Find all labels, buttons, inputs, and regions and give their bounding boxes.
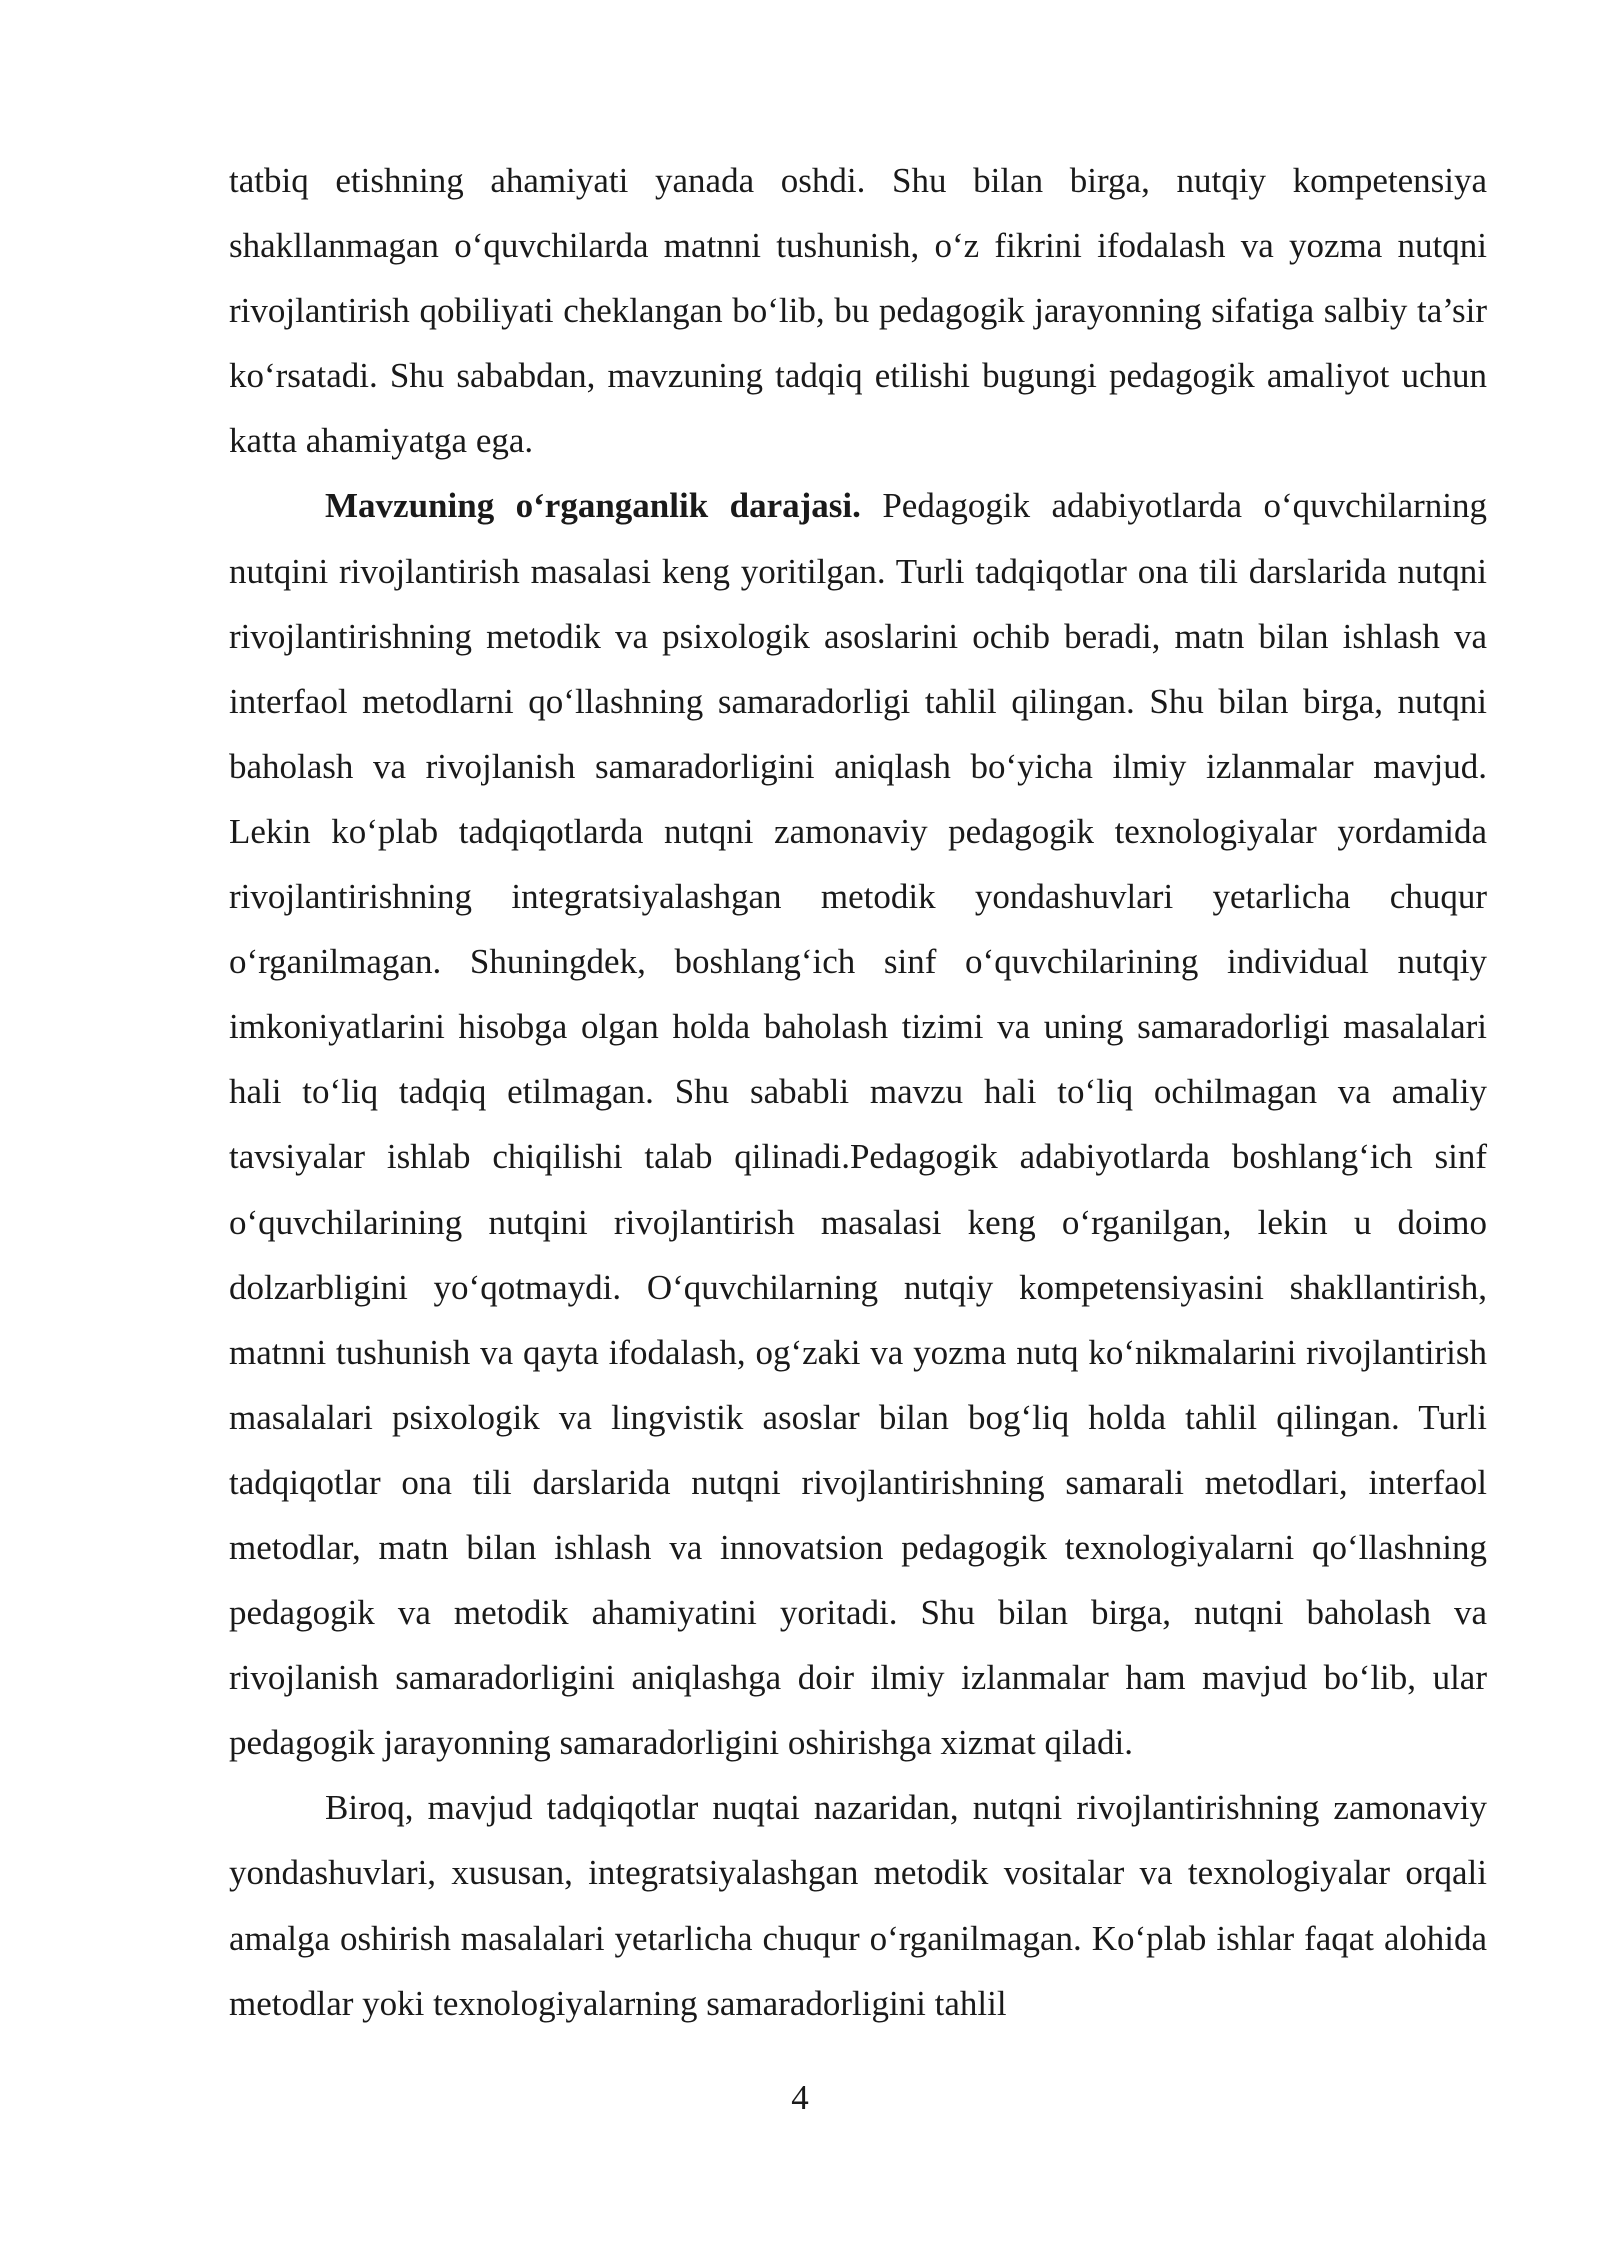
- document-body: [229, 148, 1487, 2036]
- paragraph-continuation: tatbiq etishning ahamiyati yanada oshdi. Shu bilan birga, nutqiy kompetensiya shakllanmagan o‘quvchilarda matnni tushunish, o‘z fikrini ifodalash va yozma nutqni rivojlantirish qobiliyati cheklangan bo‘lib, bu pedagogik jarayonning sifatiga salbiy ta’sir ko‘rsatadi. Shu sababdan, mavzuning tadqiq etilishi bugungi pedagogik amaliyot uchun katta ahamiyatga ega.: [229, 161, 1487, 461]
- page-number: 4: [791, 2078, 809, 2117]
- paragraph-literature-review: [229, 473, 1487, 1775]
- paragraph-literature-review-text: Pedagogik adabiyotlarda o‘quvchilarning nutqini rivojlantirish masalasi keng yoritilgan. Turli tadqiqotlar ona tili darslarida nutqni rivojlantirishning metodik va psixologik asoslarini ochib beradi, matn bilan ishlash va interfaol metodlarni qo‘llashning samaradorligi tahlil qilingan. Shu bilan birga, nutqni baholash va rivojlanish samaradorligini aniqlash bo‘yicha ilmiy izlanmalar mavjud. Lekin ko‘plab tadqiqotlarda nutqni zamonaviy pedagogik texnologiyalar yordamida rivojlantirishning integratsiyalashgan metodik yondashuvlari yetarlicha chuqur o‘rganilmagan. Shuningdek, boshlang‘ich sinf o‘quvchilarining individual nutqiy imkoniyatlarini hisobga olgan holda baholash tizimi va uning samaradorligi masalalari hali to‘liq tadqiq etilmagan. Shu sababli mavzu hali to‘liq ochilmagan va amaliy tavsiyalar ishlab chiqilishi talab qilinadi.Pedagogik adabiyotlarda boshlang‘ich sinf o‘quvchilarining nutqini rivojlantirish masalasi keng o‘rganilgan, lekin u doimo dolzarbligini yo‘qotmaydi. O‘quvchilarning nutqiy kompetensiyasini shakllantirish, matnni tushunish va qayta ifodalash, og‘zaki va yozma nutq ko‘nikmalarini rivojlantirish masalalari psixologik va lingvistik asoslar bilan bog‘liq holda tahlil qilingan. Turli tadqiqotlar ona tili darslarida nutqni rivojlantirishning samarali metodlari, interfaol metodlar, matn bilan ishlash va innovatsion pedagogik texnologiyalarni qo‘llashning pedagogik va metodik ahamiyatini yoritadi. Shu bilan birga, nutqni baholash va rivojlanish samaradorligini aniqlashga doir ilmiy izlanmalar ham mavjud bo‘lib, ular pedagogik jarayonning samaradorligini oshirishga xizmat qiladi.: [229, 486, 1487, 1763]
- paragraph-however: Biroq, mavjud tadqiqotlar nuqtai nazaridan, nutqni rivojlantirishning zamonaviy yondashuvlari, xususan, integratsiyalashgan metodik vositalar va texnologiyalar orqali amalga oshirish masalalari yetarlicha chuqur o‘rganilmagan. Ko‘plab ishlar faqat alohida metodlar yoki texnologiyalarning samaradorligini tahlil: [229, 1788, 1487, 2023]
- section-heading-inline: Mavzuning o‘rganganlik darajasi.: [325, 486, 861, 526]
